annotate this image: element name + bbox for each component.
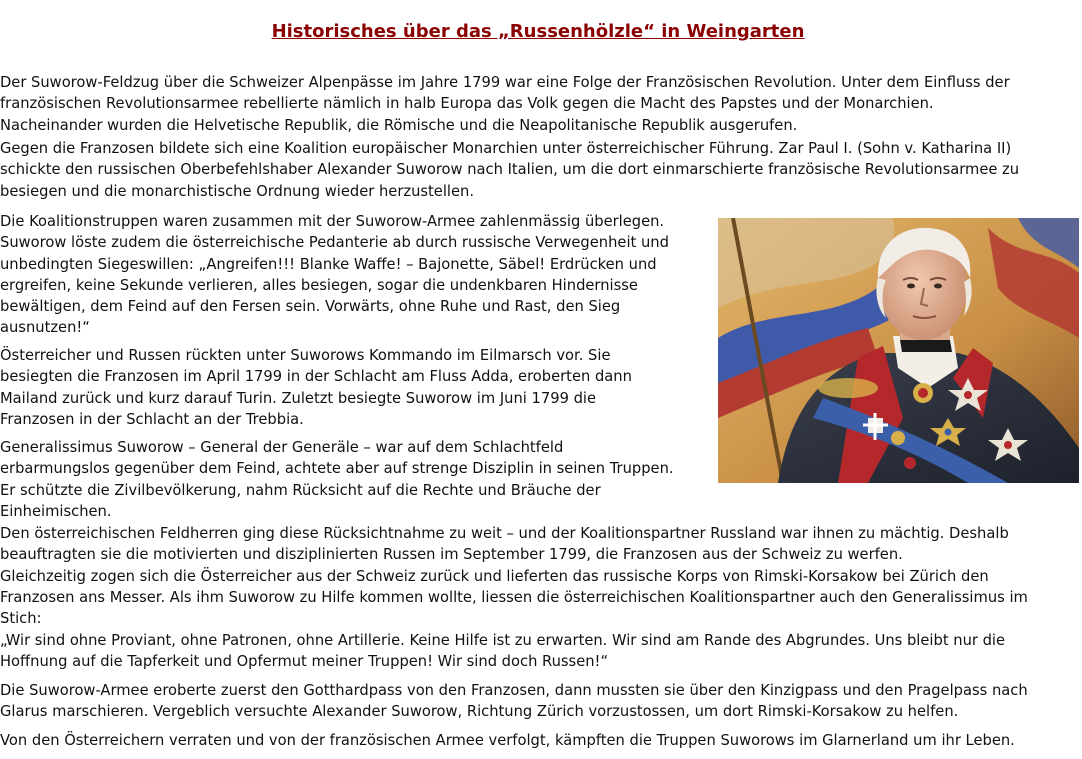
portrait-painting	[718, 218, 1079, 483]
paragraph-5: Generalissimus Suworow – General der Generäle – war auf dem Schlachtfeld erbarmungslos gegenüber dem Feind, achtete aber auf strenge Disziplin in seinen Truppen. Er schützte die Zivilbevölkerung, nahm Rücksicht auf die Rechte und Bräuche der Einheimischen.	[0, 439, 674, 520]
paragraph-8: Die Suworow-Armee eroberte zuerst den Gotthardpass von den Franzosen, dann mussten sie über den Kinzigpass und den Pragelpass nach Glarus marschieren. Vergeblich versuchte Alexander Suworow, Richtung Zürich vorzustossen, um dort Rimski-Korsakow zu helfen.	[0, 682, 1028, 721]
page-title: Historisches über das „Russenhölzle“ in Weingarten	[271, 21, 805, 42]
paragraph-3: Die Koalitionstruppen waren zusammen mit der Suworow-Armee zahlenmässig überlegen. Suworow löste zudem die österreichische Pedanterie ab durch russische Verwegenheit und unbedingten Siegeswillen: „Angreifen!!! Blanke Waffe! – Bajonette, Säbel! Erdrücken und ergreifen, keine Sekunde verlieren, alles besiegen, sogar die undenkbaren Hindernisse bewältigen, dem Feind auf den Fersen sein. Vorwärts, ohne Ruhe und Rast, den Sieg ausnutzen!“	[0, 213, 669, 337]
paragraph-6: Den österreichischen Feldherren ging diese Rücksichtnahme zu weit – und der Koalitionspartner Russland war ihnen zu mächtig. Deshalb beauftragten sie die motivierten und disziplinierten Russen im September 1799, die Franzosen aus der Schweiz zu werfen. Gleichzeitig zogen sich die Österreicher aus der Schweiz zurück und lieferten das russische Korps von Rimski-Korsakow bei Zürich den Franzosen ans Messer. Als ihm Suworow zu Hilfe kommen wollte, liessen die österreichischen Koalitionspartner auch den Generalissimus im Stich:	[0, 525, 1028, 628]
paragraph-1: Der Suworow-Feldzug über die Schweizer Alpenpässe im Jahre 1799 war eine Folge der Französischen Revolution. Unter dem Einfluss der französischen Revolutionsarmee rebellierte nämlich in halb Europa das Volk gegen die Macht des Papstes und der Monarchien. Nacheinander wurden die Helvetische Republik, die Römische und die Neapolitanische Republik ausgerufen.	[0, 74, 1010, 134]
paragraph-9: Von den Österreichern verraten und von der französischen Armee verfolgt, kämpften die Truppen Suworows im Glarnerland um ihr Leben.	[0, 732, 1015, 749]
paragraph-4: Österreicher und Russen rückten unter Suworows Kommando im Eilmarsch vor. Sie besiegten die Franzosen im April 1799 in der Schlacht am Fluss Adda, eroberten dann Mailand zurück und kurz darauf Turin. Zuletzt besiegte Suworow im Juni 1799 die Franzosen in der Schlacht an der Trebbia.	[0, 347, 632, 428]
paragraph-2: Gegen die Franzosen bildete sich eine Koalition europäischer Monarchien unter österreichischer Führung. Zar Paul I. (Sohn v. Katharina II) schickte den russischen Oberbefehlshaber Alexander Suworow nach Italien, um die dort einmarschierte französische Revolutionsarmee zu besiegen und die monarchistische Ordnung wieder herzustellen.	[0, 140, 1020, 200]
paragraph-7-quote: „Wir sind ohne Proviant, ohne Patronen, ohne Artillerie. Keine Hilfe ist zu erwarten. Wir sind am Rande des Abgrundes. Uns bleibt nur die Hoffnung auf die Tapferkeit und Opfermut meiner Truppen! Wir sind doch Russen!“	[0, 632, 1006, 671]
suworow-portrait	[718, 218, 1079, 483]
